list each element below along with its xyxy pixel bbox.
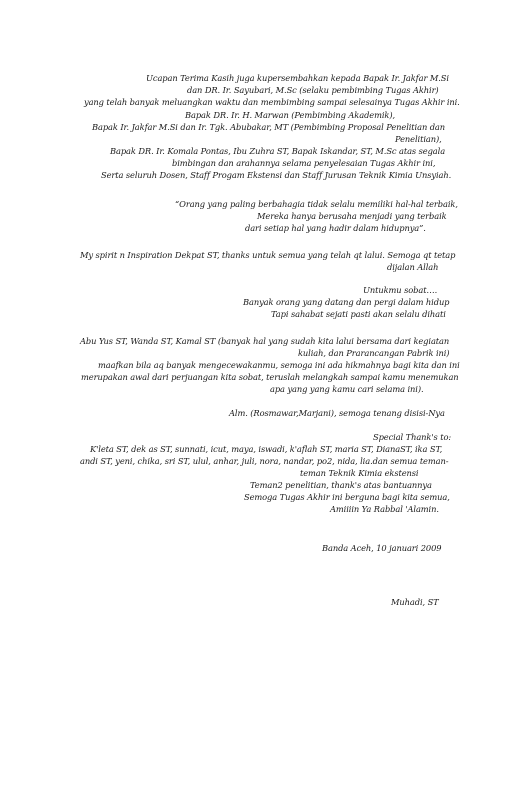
ack-line-3: yang telah banyak meluangkan waktu dan membimbing sampai selesainya Tugas Akhir ini.	[84, 97, 460, 107]
quote-line-1: “Orang yang paling berbahagia tidak selalu memiliki hal-hal terbaik,	[175, 199, 458, 209]
sobat-line-2: Banyak orang yang datang dan pergi dalam hidup	[243, 297, 450, 307]
signature-name: Muhadi, ST	[391, 597, 439, 607]
special-line-5: Semoga Tugas Akhir ini berguna bagi kita semua,	[244, 492, 450, 502]
special-line-3: teman Teknik Kimia ekstensi	[300, 468, 419, 478]
ack-line-6: Penelitian),	[395, 134, 442, 144]
spirit-line-1: My spirit n Inspiration Dekpat ST, thanks untuk semua yang telah qt lalui. Semoga qt tetap	[80, 250, 456, 260]
friends-line-2: kuliah, dan Prarancangan Pabrik ini)	[298, 348, 450, 358]
special-line-1: K'leta ST, dek as ST, sunnati, icut, maya, iswadi, k'aflah ST, maria ST, DianaST, ika ST,	[90, 444, 443, 454]
ack-line-9: Serta seluruh Dosen, Staff Progam Ekstensi dan Staff Jurusan Teknik Kimia Unsyiah.	[101, 170, 452, 180]
sobat-line-3: Tapi sahabat sejati pasti akan selalu dihati	[271, 309, 446, 319]
alm-line: Alm. (Rosmawar,Marjani), semoga tenang disisi-Nya	[229, 408, 445, 418]
special-line-6: Amiiiin Ya Rabbal 'Alamin.	[330, 504, 439, 514]
friends-line-4: merupakan awal dari perjuangan kita sobat, teruslah melangkah sampai kamu menemukan	[81, 372, 459, 382]
special-line-4: Teman2 penelitian, thank's atas bantuannya	[250, 480, 432, 490]
friends-line-5: apa yang yang kamu cari selama ini).	[270, 384, 424, 394]
ack-line-7: Bapak DR. Ir. Komala Pontas, Ibu Zuhra ST, Bapak Iskandar, ST, M.Sc atas segala	[110, 146, 446, 156]
ack-line-5: Bapak Ir. Jakfar M.Si dan Ir. Tgk. Abubakar, MT (Pembimbing Proposal Penelitian dan	[92, 122, 446, 132]
friends-line-1: Abu Yus ST, Wanda ST, Kamal ST (banyak hal yang sudah kita lalui bersama dari kegiatan	[80, 336, 450, 346]
special-heading: Special Thank's to:	[373, 432, 452, 442]
special-line-2: andi ST, yeni, chika, sri ST, ulul, anhar, juli, nora, nandar, po2, nida, lia.dan semua teman-	[80, 456, 449, 466]
spirit-line-2: dijalan Allah	[387, 262, 439, 272]
quote-line-3: dari setiap hal yang hadir dalam hidupnya”.	[245, 223, 426, 233]
sobat-line-1: Untukmu sobat….	[363, 285, 438, 295]
place-date: Banda Aceh, 10 januari 2009	[322, 543, 442, 553]
ack-line-2: dan DR. Ir. Sayubari, M.Sc (selaku pembimbing Tugas Akhir)	[187, 85, 439, 95]
quote-line-2: Mereka hanya berusaha menjadi yang terbaik	[257, 211, 447, 221]
ack-line-1: Ucapan Terima Kasih juga kupersembahkan kepada Bapak Ir. Jakfar M.Si	[146, 73, 449, 83]
ack-line-8: bimbingan dan arahannya selama penyelesaian Tugas Akhir ini,	[172, 158, 436, 168]
friends-line-3: maafkan bila aq banyak mengecewakanmu, semoga ini ada hikmahnya bagi kita dan ini	[98, 360, 460, 370]
ack-line-4: Bapak DR. Ir. H. Marwan (Pembimbing Akademik),	[185, 110, 396, 120]
